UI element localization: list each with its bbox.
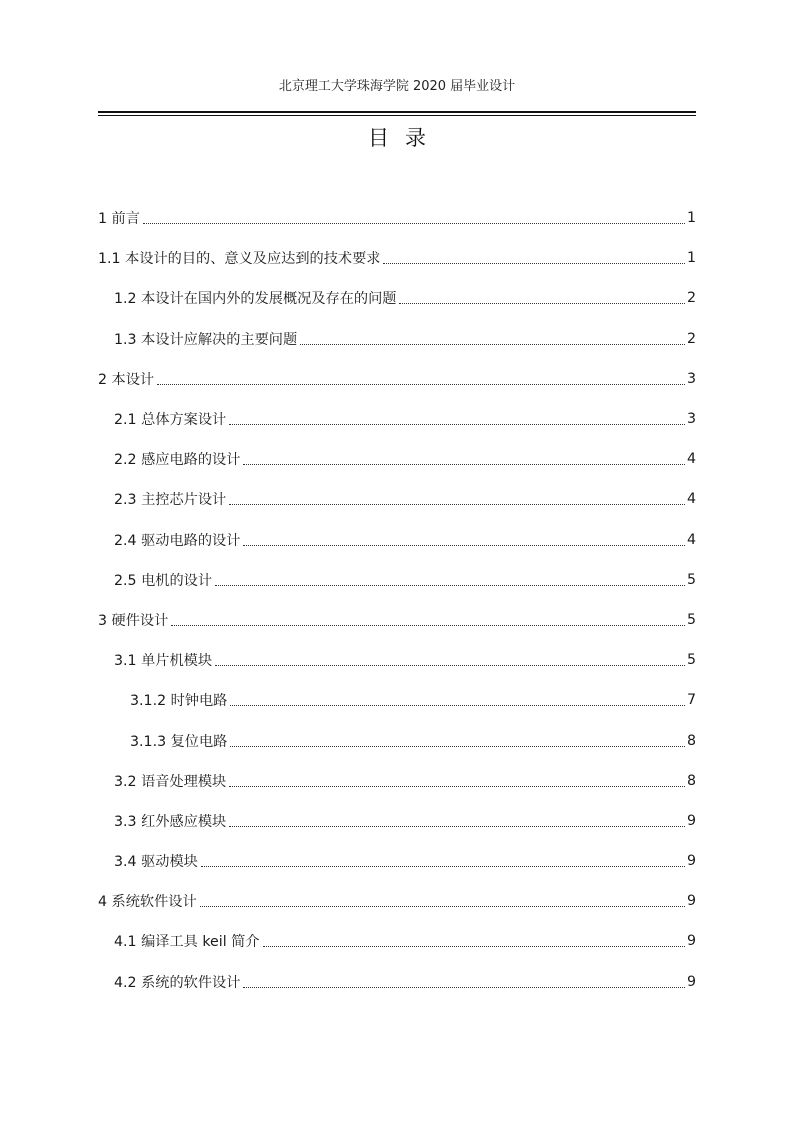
toc-entry-label: 1.3 本设计应解决的主要问题 [114,331,298,348]
toc-dot-leader [243,544,685,546]
toc-dot-leader [399,302,685,304]
toc-entry[interactable] [98,560,696,600]
toc-dot-leader [229,785,685,787]
toc-dot-leader [263,945,685,947]
toc-entry-label: 3.3 红外感应模块 [114,813,227,830]
toc-dot-leader [230,745,685,747]
toc-entry-label: 3.1.2 时钟电路 [130,693,228,710]
toc-entry-label: 1.1 本设计的目的、意义及应达到的技术要求 [98,251,381,268]
toc-dot-leader [229,825,685,827]
toc-entry-label: 1.2 本设计在国内外的发展概况及存在的问题 [114,291,397,308]
toc-entry-page-number: 4 [686,491,696,508]
toc-entry-label: 2.5 电机的设计 [114,572,213,589]
toc-dot-leader [215,584,685,586]
toc-entry-page-number: 8 [686,772,696,789]
toc-entry[interactable] [98,399,696,439]
toc-entry[interactable] [98,359,696,399]
toc-entry-label: 3.1 单片机模块 [114,653,213,670]
toc-entry-page-number: 4 [686,531,696,548]
toc-dot-leader [230,704,685,706]
toc-entry-label: 2.4 驱动电路的设计 [114,532,241,549]
toc-dot-leader [300,343,685,345]
toc-entry-page-number: 2 [686,330,696,347]
toc-dot-leader [243,986,685,988]
toc-entry[interactable] [98,198,696,238]
toc-dot-leader [157,383,685,385]
toc-entry-page-number: 1 [686,250,696,267]
toc-entry-page-number: 5 [686,611,696,628]
toc-entry-page-number: 1 [686,210,696,227]
toc-entry-label: 4.1 编译工具 keil 简介 [114,934,260,951]
page-header: 北京理工大学珠海学院 2020 届毕业设计 [278,79,516,94]
toc-entry[interactable] [98,319,696,359]
toc-title: 目录 [368,126,442,150]
toc-entry-page-number: 3 [686,370,696,387]
toc-dot-leader [201,865,685,867]
toc-dot-leader [143,222,685,224]
toc-entry-label: 3.1.3 复位电路 [130,733,228,750]
toc-dot-leader [229,423,685,425]
toc-entry-page-number: 8 [686,732,696,749]
toc-entry-page-number: 7 [686,692,696,709]
toc-dot-leader [243,463,685,465]
toc-entry[interactable] [98,801,696,841]
toc-entry-label: 2.2 感应电路的设计 [114,452,241,469]
toc-entry-page-number: 9 [686,812,696,829]
toc-entry[interactable] [98,479,696,519]
toc-dot-leader [383,262,685,264]
toc-entry[interactable] [98,881,696,921]
toc-entry[interactable] [98,680,696,720]
toc-entry[interactable] [98,439,696,479]
toc-dot-leader [200,905,685,907]
header-rule-thick [98,111,696,113]
toc-entry-page-number: 5 [686,571,696,588]
toc-entry[interactable] [98,761,696,801]
toc-entry-page-number: 5 [686,652,696,669]
toc-entry-label: 2.3 主控芯片设计 [114,492,227,509]
toc-entry-label: 4 系统软件设计 [98,894,197,911]
toc-entry[interactable] [98,600,696,640]
toc-entry-page-number: 9 [686,933,696,950]
toc-entry-page-number: 3 [686,411,696,428]
toc-dot-leader [229,503,685,505]
toc-entry-label: 3 硬件设计 [98,612,169,629]
toc-entry-label: 3.2 语音处理模块 [114,773,227,790]
toc-entry-page-number: 2 [686,290,696,307]
toc-entry-page-number: 9 [686,853,696,870]
toc-entry[interactable] [98,962,696,1002]
toc-entry-page-number: 9 [686,973,696,990]
toc-entry[interactable] [98,278,696,318]
toc-entry[interactable] [98,921,696,961]
toc-entry[interactable] [98,238,696,278]
toc-entry-label: 3.4 驱动模块 [114,854,198,871]
toc-entry-label: 4.2 系统的软件设计 [114,974,241,991]
header-rule-thin [98,115,696,116]
toc-dot-leader [171,624,685,626]
toc-entry[interactable] [98,720,696,760]
toc-dot-leader [215,664,685,666]
toc-entry-label: 1 前言 [98,211,140,228]
toc-entry-label: 2 本设计 [98,371,155,388]
toc-entry[interactable] [98,520,696,560]
toc-entry-label: 2.1 总体方案设计 [114,412,227,429]
toc-entry-page-number: 9 [686,893,696,910]
toc-entry[interactable] [98,640,696,680]
toc-entry[interactable] [98,841,696,881]
toc-entry-page-number: 4 [686,451,696,468]
toc-list [98,198,696,1002]
